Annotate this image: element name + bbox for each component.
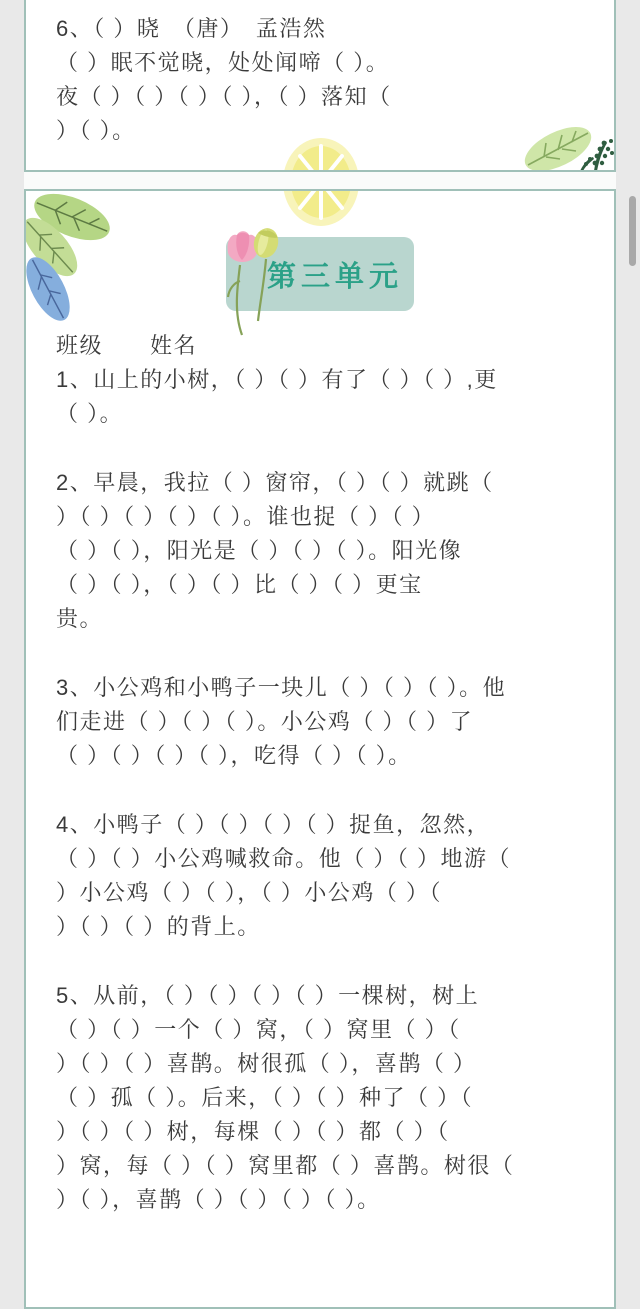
text-line: 5、从前，（ ）（ ）（ ）（ ）一棵树，树上 [56, 983, 480, 1008]
text-line: ）（ ）（ ）（ ）（ ）。谁也捉（ ）（ ） [56, 504, 436, 529]
text-line: （ ）（ ），阳光是（ ）（ ）（ ）。阳光像 [56, 538, 463, 563]
text-line: （ ）（ ），（ ）（ ）比（ ）（ ）更宝 [56, 572, 423, 597]
text-line: ）（ ）（ ）树，每棵（ ）（ ）都（ ）（ [56, 1119, 450, 1144]
unit-title-banner [226, 237, 414, 311]
question-2 [56, 466, 614, 636]
text-line: ）（ ）（ ）的背上。 [56, 914, 261, 939]
scrollbar-thumb[interactable] [629, 196, 636, 266]
text-line: （ ）。 [56, 401, 124, 426]
text-line: （ ）（ ）小公鸡喊救命。他（ ）（ ）地游（ [56, 846, 511, 871]
text-line: 1、山上的小树，（ ）（ ）有了（ ）（ ）,更 [56, 367, 498, 392]
text-line: （ ）孤（ ）。后来，（ ）（ ）种了（ ）（ [56, 1085, 474, 1110]
text-line: 夜（ ）（ ）（ ）（ ），（ ）落知（ [56, 84, 392, 109]
text-line: 3、小公鸡和小鸭子一块儿（ ）（ ）（ ）。他 [56, 675, 507, 700]
question-5 [56, 979, 614, 1217]
text-line: （ ）眠不觉晓，处处闻啼（ ）。 [56, 50, 390, 75]
text-line: ）（ ）（ ）喜鹊。树很孤（ ），喜鹊（ ） [56, 1051, 477, 1076]
text-line: 6、（ ）晓 （唐） 孟浩然 [56, 16, 327, 41]
text-line: 2、早晨，我拉（ ）窗帘，（ ）（ ）就跳（ [56, 470, 494, 495]
poem-text-block [26, 0, 614, 148]
worksheet-body [26, 311, 614, 1217]
text-line: （ ）（ ）一个（ ）窝，（ ）窝里（ ）（ [56, 1017, 461, 1042]
text-line: 4、小鸭子（ ）（ ）（ ）（ ）捉鱼，忽然， [56, 812, 491, 837]
question-1 [56, 363, 614, 431]
text-line: ）小公鸡（ ）（ ），（ ）小公鸡（ ）（ [56, 880, 442, 905]
unit-title-box [226, 237, 414, 311]
question-4 [56, 808, 614, 944]
text-line: （ ）（ ）（ ）（ ），吃得（ ）（ ）。 [56, 743, 412, 768]
unit3-section-panel [24, 189, 616, 1309]
text-line: ）（ ）。 [56, 118, 136, 143]
poem-section-panel [24, 0, 616, 172]
text-line: ）窝，每（ ）（ ）窝里都（ ）喜鹊。树很（ [56, 1153, 515, 1178]
class-name-header: 班级 姓名 [56, 333, 198, 358]
text-line: 贵。 [56, 606, 104, 631]
lemon-slice-icon [281, 189, 361, 228]
text-line: 们走进（ ）（ ）（ ）。小公鸡（ ）（ ）了 [56, 709, 474, 734]
text-line: ）（ ），喜鹊（ ）（ ）（ ）（ ）。 [56, 1187, 381, 1212]
unit-title: 第三单元 [266, 260, 403, 293]
question-3 [56, 671, 614, 773]
